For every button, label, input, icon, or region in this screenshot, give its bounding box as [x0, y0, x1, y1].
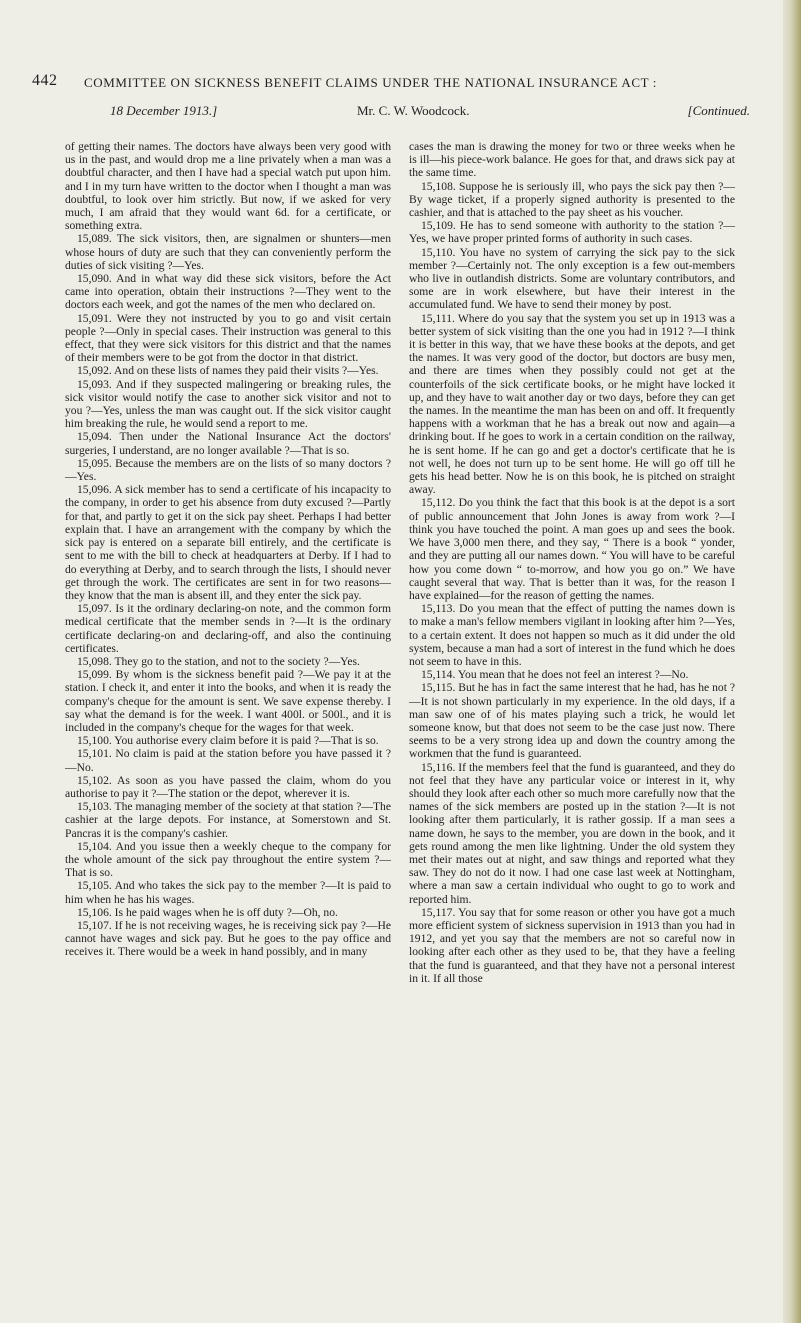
paragraph: 15,116. If the members feel that the fund is guaranteed, and they do not feel that they have any particular voice or interest in it, why should they look after each other so much more carefully now that the names of the sick members are posted up in the station ?—It is not looking after them particularly, it is rather gossip. If a man sees a name down, he says to the member, you are down in the book, and it gets round among the men like lightning. Under the old system they met their mates out at night, and saw things and reported what they saw. They do not do it now. I had one case last week at Nottingham, where a man saw a certain individual who ought to go to work and reported him. — [409, 760, 735, 906]
paragraph: 15,095. Because the members are on the lists of so many doctors ?—Yes. — [65, 456, 391, 484]
paragraph: 15,100. You authorise every claim before it is paid ?—That is so. — [77, 734, 379, 748]
paragraph: 15,092. And on these lists of names they paid their visits ?—Yes. — [77, 364, 379, 378]
paragraph: 15,108. Suppose he is seriously ill, who pays the sick pay then ?—By wage ticket, if a properly signed authority is presented to the cashier, and that is attached to the pay sheet as his voucher. — [409, 179, 735, 220]
paragraph: 15,117. You say that for some reason or other you have got a much more efficient system of sickness supervision in 1913 than you had in 1912, and yet you say that the members are not so careful now in looking after each other as they used to be, that they have a feeling that the fund is guaranteed, and that they have not a personal interest in it. If all those — [409, 905, 735, 985]
paragraph: 15,109. He has to send someone with authority to the station ?—Yes, we have proper printed forms of authority in such cases. — [409, 219, 735, 246]
paragraph: 15,094. Then under the National Insurance Act the doctors' surgeries, I understand, are no longer available ?—That is so. — [65, 430, 391, 457]
paragraph: 15,105. And who takes the sick pay to the member ?—It is paid to him when he has his wages. — [65, 879, 391, 906]
running-title: COMMITTEE ON SICKNESS BENEFIT CLAIMS UNDER THE NATIONAL INSURANCE ACT : — [84, 75, 657, 90]
session-date: 18 December 1913.] — [110, 103, 218, 118]
left-column — [65, 140, 391, 959]
paragraph: 15,102. As soon as you have passed the claim, whom do you authorise to pay it ?—The station or the depot, wherever it is. — [65, 773, 391, 800]
continued-label: [Continued. — [687, 103, 750, 118]
paragraph: 15,107. If he is not receiving wages, he is receiving sick pay ?—He cannot have wages and sick pay. But he goes to the pay office and receives it. There would be a week in hand possibly, and in many — [65, 918, 391, 959]
paragraph: 15,101. No claim is paid at the station before you have passed it ?—No. — [65, 747, 391, 774]
paragraph: 15,104. And you issue then a weekly cheque to the company for the whole amount of the sick pay throughout the entire system ?—That is so. — [65, 839, 391, 880]
right-column — [409, 140, 735, 985]
paragraph: 15,110. You have no system of carrying the sick pay to the sick member ?—Certainly not. The only exception is a few out-members who live in outlandish districts. Some are voluntary contributors, and some are in work elsewhere, but have their interest in the accumulated fund. We have to send their money by post. — [409, 245, 735, 312]
paragraph: 15,113. Do you mean that the effect of putting the names down is to make a man's fellow members vigilant in looking after him ?—Yes, to a certain extent. It does not happen so much as it did under the old system, because a man had a sort of interest in the fund which he does not seem to have in this. — [409, 602, 735, 668]
paragraph: 15,112. Do you think the fact that this book is at the depot is a sort of public announcement that John Jones is away from work ?—I think you have touched the point. A man goes up and sees the book. We have 3,000 men there, and they say, “ There is a book “ yonder, and they are putting all our names down. “ You will have to be careful how you come down “ to-morrow, and how you go on.” We have caught several that way. That is better than it was, for the reason I have explained—for the reason of getting the names. — [409, 496, 735, 602]
paragraph: 15,115. But he has in fact the same interest that he had, has he not ?—It is not shown particularly in my experience. In the old days, if a man saw one of of his mates playing such a trick, he would let someone know, but that does not seem to be the case just now. There seems to be a very strong idea up and down the country among the workmen that the fund is guaranteed. — [409, 681, 735, 761]
witness-name: Mr. C. W. Woodcock. — [357, 103, 470, 118]
paragraph: 15,093. And if they suspected malingering or breaking rules, the sick visitor would notify the case to another sick visitor and not to you ?—Yes, unless the man was caught out. If the sick visitor caught him breaking the rule, he would send a report to me. — [65, 377, 391, 431]
paragraph: 15,096. A sick member has to send a certificate of his incapacity to the company, in order to get his absence from duty excused ?—Partly for that, and partly to get it on the sick pay sheet. Perhaps I had better explain that. I have an arrangement with the company by which the sick pay is entered on a separate bill entirely, and the certificate is sent to me with the bill to check at headquarters at Derby. If I had to do everything at Derby, and to search through the lists, I should never get through the work. The certificates are sent in for two reasons—they know that the man is absent ill, and they enter the sick pay. — [65, 483, 391, 602]
paragraph: 15,091. Were they not instructed by you to go and visit certain people ?—Only in special cases. Their instruction was general to this effect, that they were sick visitors for this district and that the names of their members were to be got from the doctor in that district. — [65, 311, 391, 365]
page-edge-shadow — [783, 0, 801, 1323]
paragraph: 15,098. They go to the station, and not to the society ?—Yes. — [77, 654, 360, 668]
paragraph: 15,099. By whom is the sickness benefit paid ?—We pay it at the station. I check it, and enter it into the books, and when it is ready the company's cheque for the amount is sent. We save expense thereby. I say what the demand is for the week. I want 400l. or 500l., and it is included in the company's cheque for the wages for that week. — [65, 668, 391, 734]
page-number: 442 — [32, 72, 58, 89]
paragraph: of getting their names. The doctors have always been very good with us in the past, and would drop me a line privately when a man was a doubtful character, and then I have had a special watch put upon him. and I in my turn have written to the doctor when I thought a man was doubtful, to look over him strictly. But now, if we asked for very much, I am afraid that they would want 6d. for a certificate, or something extra. — [65, 140, 391, 233]
paragraph: 15,103. The managing member of the society at that station ?—The cashier at the large depots. For instance, at Somerstown and St. Pancras it is the company's cashier. — [65, 800, 391, 840]
paragraph: 15,106. Is he paid wages when he is off duty ?—Oh, no. — [77, 905, 338, 919]
paragraph: cases the man is drawing the money for two or three weeks when he is ill—his piece-work balance. He goes for that, and draws sick pay at the same time. — [409, 140, 735, 180]
paragraph: 15,111. Where do you say that the system you set up in 1913 was a better system of sick visiting than the one you had in 1912 ?—I think it is better in this way, that we have these books at the depots, and get the names. It was very good of the doctor, but doctors are busy men, and there are times when they possibly could not get at the counterfoils of the sick certificate books, or he might have locked it up, and they have to wait another day or two days, before they can get the names. In the meantime the man has been on and off. It frequently happens with a workman that he has a break out now and again—a drinking bout. If he goes to work in a certain condition on the railway, he is sent home. If he can go and get a doctor's certificate that he is not well, he does not turn up to be sent home. He will go off till he gets his head better. Now he is on this book, he is pitched on straight away. — [409, 311, 735, 497]
paragraph: 15,090. And in what way did these sick visitors, before the Act came into operation, obtain their instructions ?—They went to the doctors each week, and got the names of the men who declared on. — [65, 272, 391, 312]
paragraph: 15,097. Is it the ordinary declaring-on note, and the common form medical certificate that the member sends in ?—It is the ordinary certificate declaring-on and declaring-off, and also the continuing certificates. — [65, 602, 391, 655]
paragraph: 15,114. You mean that he does not feel an interest ?—No. — [421, 668, 689, 682]
paragraph: 15,089. The sick visitors, then, are signalmen or shunters—men whose hours of duty are such that they can conveniently perform the duties of sick visiting ?—Yes. — [65, 232, 391, 272]
